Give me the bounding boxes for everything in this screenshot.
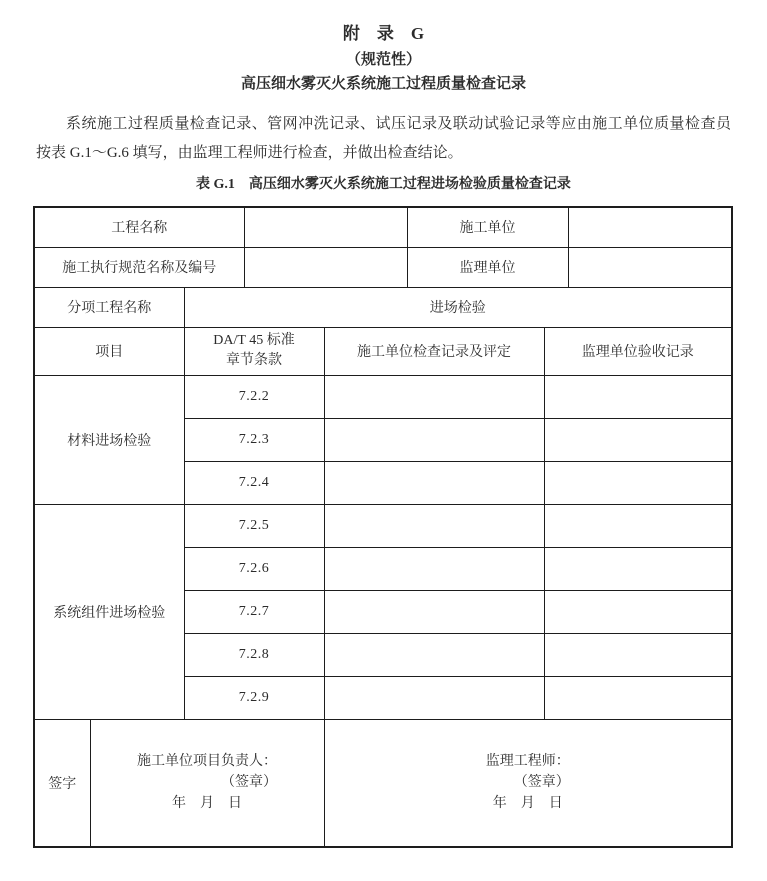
construction-record-cell xyxy=(324,590,544,633)
standard-clause-header-cell xyxy=(184,327,324,375)
construction-record-cell xyxy=(324,547,544,590)
item-header-cell: 项目 xyxy=(34,327,184,375)
intro-paragraph xyxy=(36,110,731,168)
supervision-signature-cell xyxy=(324,719,732,847)
supervision-record-cell xyxy=(544,504,732,547)
spec-name-label-cell: 施工执行规范名称及编号 xyxy=(34,247,244,287)
clause-cell: 7.2.4 xyxy=(184,461,324,504)
signature-row xyxy=(34,719,732,847)
supervision-record-cell xyxy=(544,375,732,418)
quality-check-table xyxy=(33,206,733,848)
construction-record-cell xyxy=(324,633,544,676)
clause-cell: 7.2.6 xyxy=(184,547,324,590)
clause-cell: 7.2.3 xyxy=(184,418,324,461)
sign-label-cell: 签字 xyxy=(34,719,90,847)
construction-seal-label: （签章） xyxy=(221,775,278,791)
header-row-subproject xyxy=(34,287,732,327)
supervision-record-cell xyxy=(544,676,732,719)
supervision-record-cell xyxy=(544,418,732,461)
construction-record-cell xyxy=(324,375,544,418)
construction-record-cell xyxy=(324,504,544,547)
construction-record-cell xyxy=(324,461,544,504)
intro-line-2: 按表 G.1～G.6 填写，由监理工程师进行检查，并做出检查结论。 xyxy=(36,145,463,161)
construction-record-cell xyxy=(324,676,544,719)
clause-cell: 7.2.8 xyxy=(184,633,324,676)
supervision-record-cell xyxy=(544,590,732,633)
construction-date-label: 年 月 日 xyxy=(172,796,243,812)
construction-signature-block xyxy=(137,751,277,814)
project-name-label-cell: 工程名称 xyxy=(34,207,244,247)
group-label-components-cell: 系统组件进场检验 xyxy=(34,504,184,719)
supervision-date-label: 年 月 日 xyxy=(492,796,563,812)
supervision-unit-value-cell xyxy=(568,247,732,287)
clause-cell: 7.2.2 xyxy=(184,375,324,418)
construction-signature-cell xyxy=(90,719,324,847)
supervision-seal-label: （签章） xyxy=(513,775,570,791)
spec-name-value-cell xyxy=(244,247,407,287)
construction-unit-label-cell: 施工单位 xyxy=(407,207,568,247)
clause-cell: 7.2.7 xyxy=(184,590,324,633)
document-heading: 高压细水雾灭火系统施工过程质量检查记录 xyxy=(240,76,526,92)
construction-unit-value-cell xyxy=(568,207,732,247)
supervision-record-cell xyxy=(544,461,732,504)
standard-clause-header-line-2: 章节条款 xyxy=(226,353,283,368)
header-row-project xyxy=(34,207,732,247)
project-name-value-cell xyxy=(244,207,407,247)
supervision-unit-label-cell: 监理单位 xyxy=(407,247,568,287)
supervision-record-cell xyxy=(544,547,732,590)
group-label-material-cell: 材料进场检验 xyxy=(34,375,184,504)
intro-line-1: 系统施工过程质量检查记录、管网冲洗记录、试压记录及联动试验记录等应由施工单位质量检查员 xyxy=(66,116,731,132)
clause-row xyxy=(34,375,732,418)
normative-label: （规范性） xyxy=(345,52,421,68)
entry-inspection-label-cell: 进场检验 xyxy=(184,287,732,327)
construction-record-header-cell: 施工单位检查记录及评定 xyxy=(324,327,544,375)
construction-signer-label: 施工单位项目负责人： xyxy=(137,754,278,770)
clause-cell: 7.2.5 xyxy=(184,504,324,547)
appendix-title: 附 录 G xyxy=(342,24,425,43)
supervision-signer-label: 监理工程师： xyxy=(485,754,570,770)
clause-row xyxy=(34,504,732,547)
header-row-columns xyxy=(34,327,732,375)
clause-cell: 7.2.9 xyxy=(184,676,324,719)
sub-project-label-cell: 分项工程名称 xyxy=(34,287,184,327)
supervision-record-cell xyxy=(544,633,732,676)
table-caption: 表 G.1 高压细水雾灭火系统施工过程进场检验质量检查记录 xyxy=(196,177,571,192)
standard-clause-header-line-1: DA/T 45 标准 xyxy=(213,333,295,348)
header-row-spec xyxy=(34,247,732,287)
supervision-signature-block xyxy=(486,751,570,814)
supervision-record-header-cell: 监理单位验收记录 xyxy=(544,327,732,375)
construction-record-cell xyxy=(324,418,544,461)
